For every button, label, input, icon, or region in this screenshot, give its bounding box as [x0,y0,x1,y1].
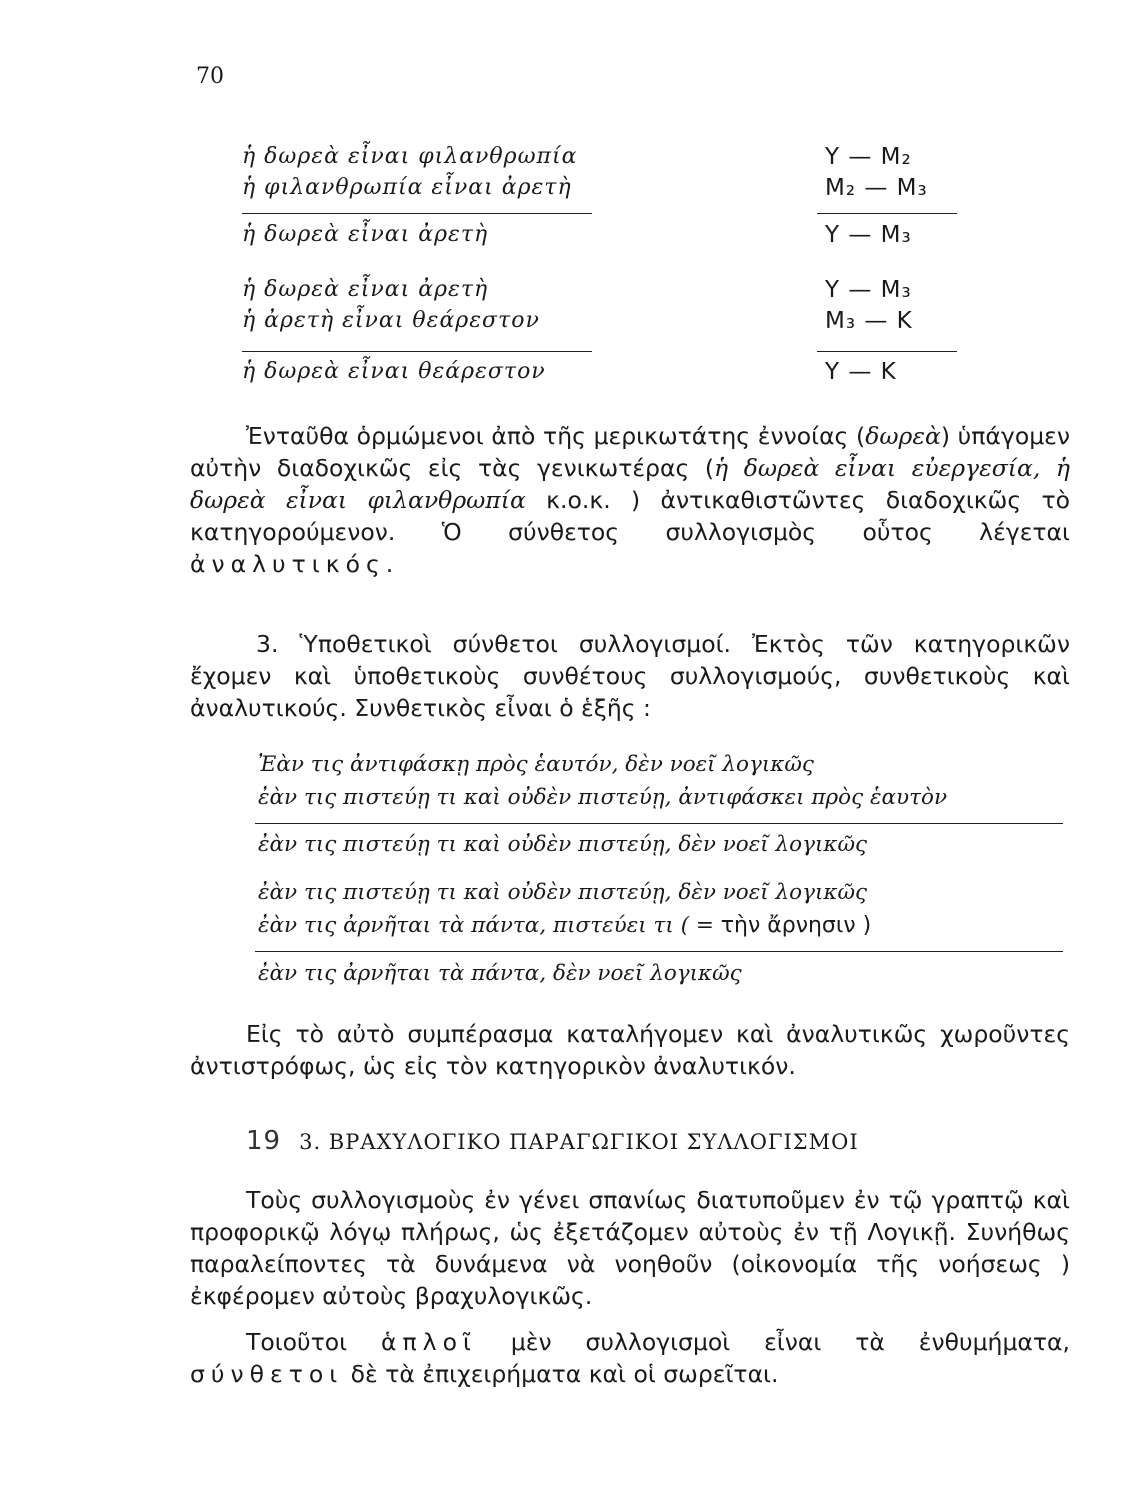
paragraph-analytic [190,420,1070,580]
hypothetical-conclusion-2 [258,961,1066,994]
premise-formula: Υ — Μ₃ [825,277,912,303]
text-run: 3. Ὑποθετικοὶ σύνθετοι συλλογισμοί. Ἐκτὸς τῶν κατηγορικῶν ἔχομεν καὶ ὑποθετικοὺς συνθέτους συλλογισμούς, συνθετικοὺς καὶ ἀναλυτικούς. Συνθετικὸς εἶναι ὁ ἑξῆς : [190,630,1070,722]
section-heading [246,1126,859,1156]
premise-row [242,175,957,206]
premise-row [242,277,957,308]
premise-line: Ἐὰν τις ἀντιφάσκῃ πρὸς ἑαυτόν, δὲν νοεῖ λογικῶς [258,752,814,777]
divider-rule [242,213,592,214]
text-run: ἐὰν τις ἀρνῆται τὰ πάντα, πιστεύει τι ( = [258,913,721,938]
divider-rule [817,213,957,214]
premise-row [242,144,957,175]
premise-line [258,913,1066,946]
divider-rule [255,951,1063,952]
text-run: Τοιοῦτοι [246,1328,382,1356]
heading-text: 3. ΒΡΑΧΥΛΟΓΙΚΟ ΠΑΡΑΓΩΓΙΚΟΙ ΣΥΛΛΟΓΙΣΜΟΙ [299,1130,859,1154]
paragraph-brachylogic: Τοὺς συλλογισμοὺς ἐν γένει σπανίως διατυποῦμεν ἐν τῷ γραπτῷ καὶ προφορικῷ λόγῳ πλήρως, ὡς ἐξετάζομεν αὐτοὺς ἐν τῇ Λογικῇ. Συνήθως παραλείποντες τὰ δυνάμενα νὰ νοηθοῦν (οἰκονομία τῆς νοήσεως ) ἐκφέρομεν αὐτοὺς βραχυλογικῶς. [190,1186,1070,1310]
text-run: ) ὑπάγομεν αὐτὴν διαδοχικῶς εἰς τὰς γενικωτέρας ( [190,422,1070,482]
text-run: κ.ο.κ. ) ἀντικαθιστῶντες διαδοχικῶς τὸ κατηγορούμενον. Ὁ σύνθετος συλλογισμὸς οὗτος λέγεται [190,486,1070,546]
conclusion-line: ἐὰν τις ἀρνῆται τὰ πάντα, δὲν νοεῖ λογικῶς [258,961,742,986]
premise-row [242,308,957,339]
conclusion-row [242,222,957,253]
page-number: 70 [196,64,224,89]
paragraph-conclusion: Εἰς τὸ αὐτὸ συμπέρασμα καταλήγομεν καὶ ἀναλυτικῶς χωροῦντες ἀντιστρόφως, ὡς εἰς τὸν κατηγορικὸν ἀναλυτικόν. [190,1020,1070,1080]
italic-run: δωρεὰ [865,422,941,450]
premise-formula: Μ₃ — Κ [825,308,913,334]
text-run: Ἐνταῦθα ὁρμώμενοι ἀπὸ τῆς μερικωτάτης ἐννοίας ( [246,422,866,450]
hypothetical-syllogism [258,752,1066,818]
text-run: δὲ τὰ ἐπιχειρήματα καὶ οἱ σωρεῖται. [343,1360,779,1388]
conclusion-text: ἡ δωρεὰ εἶναι ἀρετὴ [242,222,489,247]
premise-text: ἡ δωρεὰ εἶναι ἀρετὴ [242,277,489,302]
premise-formula: Υ — Μ₂ [825,144,912,170]
paragraph-hypothetical [190,628,1070,724]
premise-text: ἡ δωρεὰ εἶναι φιλανθρωπία [242,144,578,169]
hypothetical-conclusion [258,832,1066,865]
divider-rule [255,823,1063,824]
italic-run: ἡ δωρεὰ εἶναι εὐεργεσία, ἡ δωρεὰ εἶναι φιλανθρωπία [190,454,1070,514]
text-run: μὲν συλλογισμοὶ εἶναι τὰ ἐνθυμήματα, [476,1328,1070,1356]
premise-text: ἡ φιλανθρωπία εἶναι ἀρετὴ [242,175,572,200]
syllogism-1 [242,144,957,253]
hypothetical-syllogism-2 [258,880,1066,946]
conclusion-formula: Υ — Μ₃ [825,222,912,248]
conclusion-formula: Υ — Κ [825,359,897,385]
premise-formula: Μ₂ — Μ₃ [825,175,928,201]
spaced-run: ἁπλοῖ [381,1328,477,1356]
text-run: τὴν ἄρνησιν ) [720,913,872,938]
spaced-run: σύνθετοι [190,1360,344,1388]
conclusion-line: ἐὰν τις πιστεύῃ τι καὶ οὐδὲν πιστεύῃ, δὲν νοεῖ λογικῶς [258,832,868,857]
divider-rule [242,351,592,352]
premise-line: ἐὰν τις πιστεύῃ τι καὶ οὐδὲν πιστεύῃ, ἀντιφάσκει πρὸς ἑαυτὸν [258,785,948,810]
conclusion-row [242,359,957,390]
premise-line: ἐὰν τις πιστεύῃ τι καὶ οὐδὲν πιστεύῃ, δὲν νοεῖ λογικῶς [258,880,868,905]
paragraph-enthymemes [190,1326,1070,1390]
conclusion-text: ἡ δωρεὰ εἶναι θεάρεστον [242,359,546,384]
premise-text: ἡ ἀρετὴ εἶναι θεάρεστον [242,308,540,333]
syllogism-2 [242,277,957,390]
divider-rule [817,351,957,352]
handwritten-mark: 19 [246,1126,282,1156]
spaced-run: ἀναλυτικός. [190,550,400,578]
